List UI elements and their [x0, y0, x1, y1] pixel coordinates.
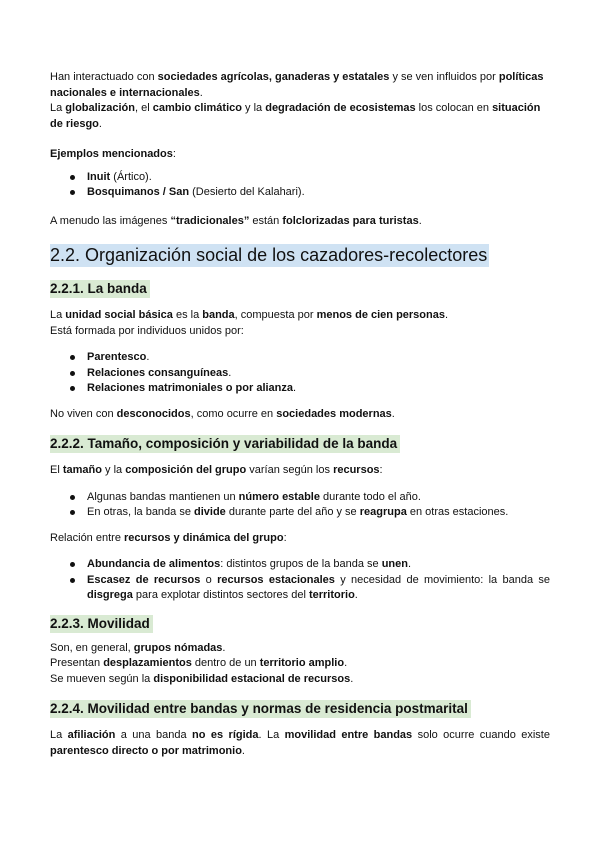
bold-text: sociedades agrícolas, ganaderas y estatales — [157, 71, 390, 83]
text-run: para explotar distintos sectores del — [132, 589, 309, 601]
text-run: . — [354, 589, 358, 601]
bold-text: políticas nacionales e internacionales — [50, 71, 544, 99]
text-run: . — [228, 366, 232, 379]
bold-text: reagrupa — [359, 506, 407, 518]
list-item — [50, 170, 550, 186]
text-run: : — [379, 464, 383, 476]
subsection-heading-2-2-2 — [50, 434, 550, 453]
text-run: . — [293, 382, 297, 394]
text-run: Han interactuado con — [50, 71, 158, 83]
text-run: , como ocurre en — [190, 407, 277, 420]
text-run: A menudo las imágenes — [50, 214, 171, 227]
text-run: El — [50, 464, 63, 476]
bold-text: recursos estacionales — [217, 573, 335, 586]
bold-text: Bosquimanos / San — [87, 186, 190, 198]
text-run: , el — [134, 102, 153, 114]
bold-text: movilidad entre bandas — [284, 729, 413, 741]
text-run: . — [146, 351, 150, 363]
text-run: (Ártico). — [110, 170, 152, 183]
document-page — [50, 70, 550, 759]
bold-text: territorio — [308, 589, 355, 601]
bold-text: tamaño — [62, 464, 102, 476]
text-run: La — [50, 309, 66, 321]
text-run: a una banda — [115, 729, 193, 741]
bold-text: composición del grupo — [125, 464, 247, 476]
bold-text: número estable — [238, 490, 320, 503]
text-run: : — [283, 531, 287, 544]
list-item — [50, 573, 550, 604]
folklore-paragraph — [50, 214, 550, 230]
text-run: Presentan — [50, 657, 104, 669]
text-run: Algunas bandas mantienen un — [87, 490, 239, 503]
text-run: es la — [172, 309, 203, 321]
bold-text: recursos y dinámica del grupo — [124, 531, 284, 544]
bold-text: desconocidos — [116, 407, 191, 420]
subsection-heading-text: 2.2.3. Movilidad — [50, 615, 153, 633]
bold-text: divide — [194, 506, 226, 518]
text-run: La — [50, 729, 68, 741]
list-item — [50, 490, 550, 506]
text-run: La — [50, 102, 66, 114]
text-run: . — [98, 117, 102, 130]
list-item — [50, 381, 550, 397]
text-run: . — [222, 641, 226, 654]
bold-text: recursos — [333, 464, 380, 476]
size-paragraph-2 — [50, 531, 550, 547]
text-run: : — [172, 148, 176, 160]
bold-text: situación de riesgo — [50, 102, 541, 130]
text-run: . — [407, 558, 412, 570]
bold-text: disgrega — [87, 589, 133, 601]
bold-text: afiliación — [67, 729, 116, 741]
text-run: . La — [258, 729, 285, 741]
mobility-line-1 — [50, 641, 550, 657]
bold-text: degradación de ecosistemas — [265, 102, 416, 114]
bold-text: parentesco directo o por matrimonio — [50, 744, 242, 757]
text-run: o — [200, 573, 218, 586]
size-list-1 — [50, 490, 550, 521]
list-item — [50, 557, 550, 573]
intro-line-1 — [50, 70, 550, 101]
examples-list — [50, 170, 550, 201]
banda-paragraph-1 — [50, 308, 550, 324]
text-run: y la — [101, 464, 126, 476]
bold-text: Inuit — [87, 170, 111, 183]
subsection-heading-text: 2.2.2. Tamaño, composición y variabilidad de la banda — [50, 435, 400, 453]
residence-paragraph — [50, 728, 550, 759]
bold-text: unidad social básica — [65, 309, 173, 321]
text-run: : distintos grupos de la banda se — [220, 558, 382, 570]
text-run: . — [391, 407, 395, 420]
banda-list — [50, 350, 550, 397]
list-item — [50, 505, 550, 521]
text-run: (Desierto del Kalahari). — [189, 186, 305, 198]
text-run: . — [344, 657, 348, 669]
subsection-heading-text: 2.2.1. La banda — [50, 280, 150, 298]
bold-text: unen — [381, 558, 408, 570]
text-run: durante todo el año. — [319, 490, 421, 503]
bold-text: Abundancia de alimentos — [87, 558, 221, 570]
text-run: están — [249, 214, 283, 227]
banda-paragraph-2: Está formada por individuos unidos por: — [50, 324, 244, 337]
text-run: durante parte del año y se — [225, 506, 360, 518]
text-run: . — [199, 86, 203, 99]
section-heading-text: 2.2. Organización social de los cazadores-recolectores — [50, 245, 488, 265]
text-run: Son, en general, — [50, 641, 134, 654]
text-run: , compuesta por — [234, 309, 317, 321]
section-heading-2-2 — [50, 243, 550, 267]
bold-text: folclorizadas para turistas — [282, 214, 419, 227]
list-item — [50, 185, 550, 201]
bold-text: grupos nómadas — [133, 641, 223, 654]
examples-label — [50, 147, 550, 163]
text-run: varían según los — [246, 464, 334, 476]
size-paragraph-1 — [50, 463, 550, 479]
list-item — [50, 366, 550, 382]
size-list-2 — [50, 557, 550, 604]
text-run: y se ven influidos por — [389, 71, 499, 83]
text-run: Se mueven según la — [50, 672, 154, 685]
text-run: dentro de un — [191, 657, 260, 669]
subsection-heading-2-2-4 — [50, 699, 550, 718]
subsection-heading-2-2-3 — [50, 614, 550, 633]
bold-text: Parentesco — [87, 351, 147, 363]
bold-text: cambio climático — [152, 102, 242, 114]
text-run: solo ocurre cuando existe — [412, 729, 550, 741]
text-run: . — [350, 672, 354, 685]
bold-text: territorio amplio — [259, 657, 345, 669]
text-run: . — [241, 744, 245, 757]
bold-text: Relaciones consanguíneas — [87, 366, 229, 379]
text-run: . — [444, 309, 449, 321]
subsection-heading-text: 2.2.4. Movilidad entre bandas y normas de residencia postmarital — [50, 700, 471, 718]
bold-text: Ejemplos mencionados — [50, 148, 173, 160]
text-run: Relación entre — [50, 531, 124, 544]
mobility-line-2 — [50, 656, 550, 672]
bold-text: banda — [202, 309, 235, 321]
text-run: En otras, la banda se — [87, 506, 195, 518]
text-run: No viven con — [50, 407, 117, 420]
bold-text: sociedades modernas — [276, 407, 392, 420]
banda-paragraph-3 — [50, 407, 550, 423]
text-run: en otras estaciones. — [406, 506, 509, 518]
bold-text: Relaciones matrimoniales o por alianza — [87, 382, 294, 394]
bold-text: “tradicionales” — [170, 214, 250, 227]
text-run: y necesidad de movimiento: la banda se — [334, 573, 550, 586]
bold-text: desplazamientos — [103, 657, 192, 669]
bold-text: no es rígida — [192, 729, 259, 741]
bold-text: Escasez de recursos — [87, 573, 201, 586]
text-run: y la — [241, 102, 266, 114]
intro-line-2 — [50, 101, 550, 132]
text-run: . — [418, 214, 422, 227]
bold-text: menos de cien personas — [316, 309, 445, 321]
bold-text: disponibilidad estacional de recursos — [153, 672, 351, 685]
bold-text: globalización — [65, 102, 135, 114]
text-run: los colocan en — [415, 102, 493, 114]
subsection-heading-2-2-1 — [50, 279, 550, 298]
mobility-line-3 — [50, 672, 550, 688]
list-item — [50, 350, 550, 366]
